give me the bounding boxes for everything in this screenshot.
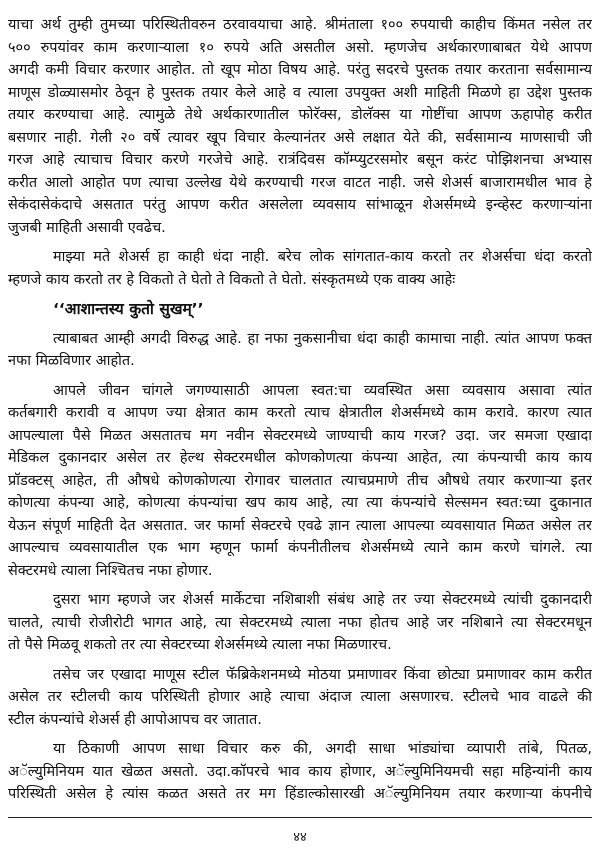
text-line: नफा मिळविणार आहोत. (8, 353, 135, 369)
text-line: सेकंदासेकंदाचे असतात परंतु आपण करीत असलेला व्यवसाय सांभाळून शेअर्समध्ये इन्व्हेस्ट करणाऱ्यांना (8, 197, 592, 213)
page-number: ४४ (293, 830, 307, 845)
quote-text: ‘‘आशान्तस्य कुतो सुखम्’’ (53, 300, 204, 318)
paragraph (8, 246, 592, 291)
text-line: स्टील कंपन्यांचे शेअर्स ही आपोआपच वर जातात. (8, 711, 262, 728)
text-line: त्याबाबत आम्ही अगदी विरुद्ध आहे. हा नफा नुकसानीचा धंदा काही कामाचा नाही. त्यांत आपण फक्त (53, 330, 592, 347)
paragraph (8, 14, 592, 239)
text-line: माझ्या मते शेअर्स हा काही धंदा नाही. बरेच लोक सांगतात-काय करतो तर शेअर्सचा धंदा करतो (53, 249, 592, 265)
text-line: अॅल्युमिनियम यात खेळत असतो. उदा.कॉपरचे भाव काय होणार, अॅल्युमिनियमची सहा महिन्यांनी काय (8, 763, 592, 780)
text-line: करीत आलो आहोत पण त्याचा उल्लेख येथे करण्याची गरज वाटत नाही. जसे शेअर्स बाजारामधील भाव हे (8, 174, 592, 191)
paragraph (8, 664, 592, 732)
text-line: म्हणजे काय करतो तर हे विकतो ते घेतो ते विकतो ते घेतो. संस्कृतमध्ये एक वाक्य आहेः (8, 271, 456, 288)
paragraph-gap (8, 239, 592, 246)
text-line: आपल्याच व्यवसायातील एक भाग म्हणून फार्मा कंपनीतीलच शेअर्समध्ये त्याने काम करणे चांगले. त्या (8, 540, 592, 556)
sanskrit-quote (8, 298, 592, 321)
paragraph (8, 328, 592, 373)
text-line: येऊन संपूर्ण माहिती देत असतात. जर फार्मा सेक्टरचे एवढे ज्ञान त्याला आपल्या व्यवसायात मिळत असेल तर (8, 517, 592, 534)
paragraph-gap (8, 373, 592, 380)
text-line: गरज आहे त्याचाच विचार करणे गरजेचे आहे. रात्रंदिवस कॉम्प्युटरसमोर बसून करंट पोझिशनचा अभ्यास (8, 152, 592, 168)
text-line: कोणत्या कंपन्या आहे, कोणत्या कंपन्यांचा खप काय आहे, त्या त्या कंपन्यांचे सेल्समन स्वत:च्या दुकानात (8, 495, 592, 511)
text-line: याचा अर्थ तुम्ही तुमच्या परिस्थितीवरुन ठरवावयाचा आहे. श्रीमंताला १०० रुपयाची काहीच किंमत नसेल तर (8, 17, 592, 33)
text-line: प्रॉडक्टस् आहेत, ती औषधे कोणकोणत्या रोगावर चालतात त्याचप्रमाणे तीच औषधे तयार करणाऱ्या इतर (8, 472, 592, 489)
paragraph-gap (8, 731, 592, 738)
text-line: या ठिकाणी आपण साधा विचार करु की, अगदी साधा भांड्यांचा व्यापारी तांबे, पितळ, (53, 741, 592, 757)
text-line: सेक्टरमधे त्याला निश्चितच नफा होणार. (8, 562, 213, 579)
paragraph-gap (8, 657, 592, 664)
text-line: माणूस डोळ्यासमोर ठेवून हे पुस्तक तयार केले आहे व त्याला उपयुक्त अशी माहिती मिळणे हा उद्देश पुस्तक (8, 84, 592, 101)
text-line: आपल्याला पैसे मिळत असतातच मग नवीन सेक्टरमध्ये जाण्याची काय गरज? उदा. जर समजा एखादा (8, 427, 592, 444)
document-body (8, 14, 592, 806)
text-line: असेल तर स्टीलची काय परिस्थिती होणार आहे त्याचा अंदाज त्याला असणारच. स्टीलचे भाव वाढले की (8, 689, 592, 705)
text-line: तयार करण्याचा आहे. त्यामुळे तेथे अर्थकारणातील फोरॅक्स, डोलॅक्स या गोष्टींचा आपण ऊहापोह करीत (8, 107, 592, 123)
text-line: चालते, त्याची रोजीरोटी भागत आहे, त्या सेक्टरमध्ये त्याला नफा होतच आहे जर नशिबाने त्या सेक्टरमधून (8, 614, 592, 631)
text-line: अगदी कमी विचार करणार आहोत. तो खूप मोठा विषय आहे. परंतु सदरचे पुस्तक तयार करताना सर्वसामान्य (8, 62, 592, 78)
text-line: तसेच जर एखादा माणूस स्टील फॅब्रिकेशनमध्ये मोठया प्रमाणावर किंवा छोट्या प्रमाणावर काम करीत (53, 666, 592, 683)
text-line: दुसरा भाग म्हणजे जर शेअर्स मार्केटचा नशिबाशी संबंध आहे तर ज्या सेक्टरमध्ये त्यांची दुकानदारी (53, 592, 592, 608)
text-line: जुजबी माहिती असावी एवढेच. (8, 219, 166, 236)
text-line: परिस्थिती असेल हे त्यांस कळत असते तर मग हिंडाल्कोसारखी अॅल्युमिनियम तयार करणाऱ्या कंपनीचे (8, 786, 592, 802)
text-line: तो पैसे मिळवू शकतो तर त्या सेक्टरच्या शेअर्समध्ये त्याला नफा मिळणारच. (8, 637, 392, 653)
text-line: ५०० रुपयांवर काम करणाऱ्याला १० रुपये अति असतील असो. म्हणजेच अर्थकारणाबाबत येथे आपण (8, 39, 592, 56)
paragraph-gap (8, 321, 592, 328)
footer-divider (8, 817, 592, 818)
text-line: आपले जीवन चांगले जगण्यासाठी आपला स्वत:चा व्यवस्थित असा व्यवसाय असावा त्यांत (53, 382, 592, 399)
text-line: मेडिकल दुकानदार असेल तर हेल्थ सेक्टरमधील कोणकोणत्या कंपन्या आहेत, त्या कंपन्याची काय काय (8, 450, 592, 466)
text-line: बसणार नाही. गेली २० वर्षे त्यावर खूप विचार केल्यानंतर असे लक्षात येते की, सर्वसामान्य माणसाची जी (8, 129, 592, 146)
paragraph-gap (8, 291, 592, 298)
text-line: कर्तबगारी करावी व आपण ज्या क्षेत्रात काम करतो त्याच क्षेत्रातील शेअर्समध्ये काम करावे. कारण त्यात (8, 405, 592, 421)
paragraph (8, 589, 592, 657)
paragraph (8, 738, 592, 806)
paragraph (8, 380, 592, 583)
paragraph-gap (8, 582, 592, 589)
